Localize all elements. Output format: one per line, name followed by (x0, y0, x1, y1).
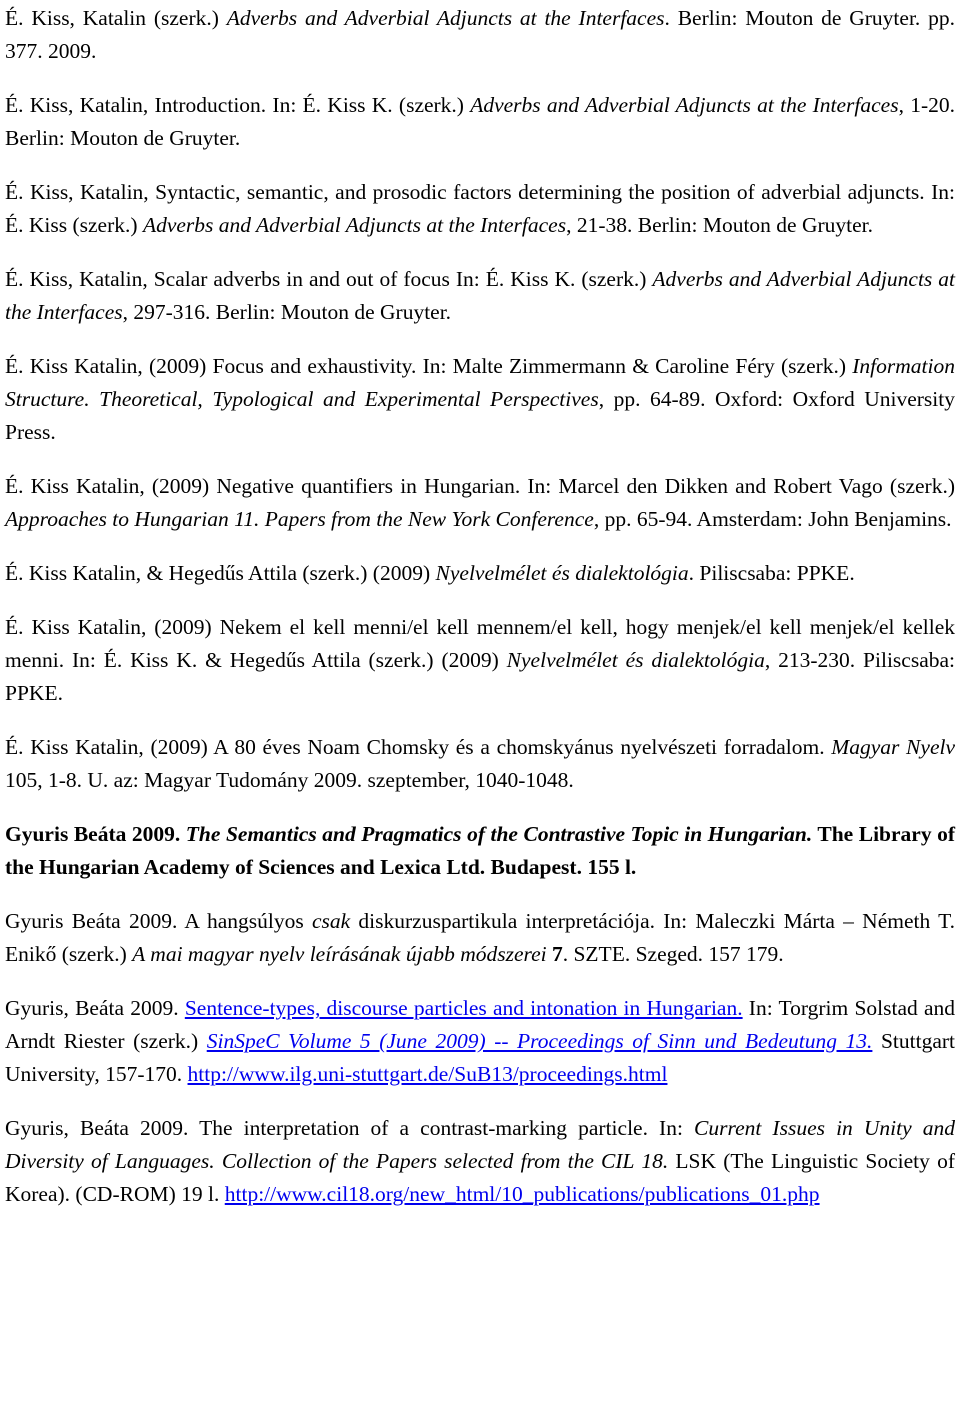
link[interactable]: http://www.cil18.org/new_html/10_publications/publications_01.php (224, 1182, 820, 1206)
title-segment: Adverbs and Adverbial Adjuncts at the Interfaces (5, 267, 956, 324)
bold-title-segment: The Semantics and Pragmatics of the Contrastive Topic in Hungarian. (185, 822, 813, 846)
link[interactable]: http://www.ilg.uni-stuttgart.de/SuB13/proceedings.html (187, 1062, 668, 1086)
text-segment: diskurzuspartikula interpretációja. In: Maleczki Márta – Németh T. Enikő (szerk.) (5, 909, 955, 966)
title-segment: A mai magyar nyelv leírásának újabb módszerei (132, 942, 547, 966)
text-segment: . Piliscsaba: PPKE. (688, 561, 855, 585)
text-segment: . SZTE. Szeged. 157 179. (562, 942, 784, 966)
reference-entry-e4 (5, 263, 955, 329)
link-title[interactable]: SinSpeC Volume 5 (June 2009) -- Proceedings of Sinn und Bedeutung 13. (206, 1029, 873, 1053)
title-segment: Nyelvelmélet és dialektológia (435, 561, 689, 585)
reference-entry-e2 (5, 89, 955, 155)
text-segment: , pp. 65-94. Amsterdam: John Benjamins. (593, 507, 952, 531)
text-segment: É. Kiss, Katalin, Syntactic, semantic, and prosodic factors determining the position of adverbial adjuncts. In: É. Kiss (szerk.) (5, 180, 955, 237)
text-segment: É. Kiss Katalin, (2009) Nekem el kell menni/el kell mennem/el kell, hogy menjek/el kell menjek/el kellek menni. In: É. Kiss K. & Hegedűs Attila (szerk.) (2009) (5, 615, 955, 672)
reference-entry-e9 (5, 731, 955, 797)
text-segment: É. Kiss, Katalin (szerk.) (5, 6, 227, 30)
text-segment: É. Kiss, Katalin, Scalar adverbs in and out of focus In: É. Kiss K. (szerk.) (5, 267, 653, 291)
text-segment: Gyuris, Beáta 2009. (5, 996, 185, 1020)
text-segment: , pp. 64-89. Oxford: Oxford University Press. (5, 387, 955, 444)
text-segment: . Berlin: Mouton de Gruyter. pp. 377. 2009. (5, 6, 955, 63)
link[interactable]: Sentence-types, discourse particles and intonation in Hungarian. (184, 996, 743, 1020)
title-segment: Current Issues in Unity and Diversity of Languages. Collection of the Papers selected from the CIL 18. (5, 1116, 956, 1173)
reference-entry-e1 (5, 2, 955, 68)
text-segment: É. Kiss Katalin, (2009) Negative quantifiers in Hungarian. In: Marcel den Dikken and Robert Vago (szerk.) (5, 474, 955, 498)
title-segment: csak (311, 909, 351, 933)
title-segment: Magyar Nyelv (831, 735, 955, 759)
reference-entry-e3 (5, 176, 955, 242)
reference-entry-e7 (5, 557, 955, 590)
bold-segment: The Library of the Hungarian Academy of Sciences and Lexica Ltd. Budapest. 155 l. (5, 822, 956, 879)
text-segment: , 21-38. Berlin: Mouton de Gruyter. (566, 213, 874, 237)
title-segment: Adverbs and Adverbial Adjuncts at the Interfaces (470, 93, 899, 117)
reference-entry-e13 (5, 1112, 955, 1211)
title-segment: Nyelvelmélet és dialektológia (506, 648, 765, 672)
title-segment: Adverbs and Adverbial Adjuncts at the Interfaces (226, 6, 665, 30)
text-segment: Stuttgart University, 157-170. (5, 1029, 955, 1086)
title-segment: Adverbs and Adverbial Adjuncts at the Interfaces (142, 213, 567, 237)
text-segment: , 213-230. Piliscsaba: PPKE. (5, 648, 955, 705)
text-segment: Gyuris Beáta 2009. A hangsúlyos (5, 909, 312, 933)
reference-entry-e11 (5, 905, 955, 971)
reference-entry-e5 (5, 350, 955, 449)
text-segment: É. Kiss Katalin, (2009) A 80 éves Noam Chomsky és a chomskyánus nyelvészeti forradalom. (5, 735, 832, 759)
text-segment: , 1-20. Berlin: Mouton de Gruyter. (5, 93, 955, 150)
text-segment: É. Kiss Katalin, (2009) Focus and exhaustivity. In: Malte Zimmermann & Caroline Féry (szerk.) (5, 354, 853, 378)
text-segment: 105, 1-8. U. az: Magyar Tudomány 2009. szeptember, 1040-1048. (5, 768, 574, 792)
title-segment: Information Structure. Theoretical, Typological and Experimental Perspectives (5, 354, 955, 411)
reference-entry-e8 (5, 611, 955, 710)
text-segment: Gyuris, Beáta 2009. The interpretation of a contrast-marking particle. In: (5, 1116, 695, 1140)
reference-entry-e6 (5, 470, 955, 536)
reference-entry-e12 (5, 992, 955, 1091)
text-segment: , 297-316. Berlin: Mouton de Gruyter. (122, 300, 452, 324)
text-segment: É. Kiss Katalin, & Hegedűs Attila (szerk.) (2009) (5, 561, 436, 585)
text-segment: In: Torgrim Solstad and Arndt Riester (szerk.) (5, 996, 955, 1053)
bold-segment: 7 (551, 942, 563, 966)
reference-entry-e10 (5, 818, 955, 884)
title-segment: Approaches to Hungarian 11. Papers from the New York Conference (5, 507, 594, 531)
text-segment: É. Kiss, Katalin, Introduction. In: É. Kiss K. (szerk.) (5, 93, 471, 117)
text-segment: LSK (The Linguistic Society of Korea). (CD-ROM) 19 l. (5, 1149, 955, 1206)
bold-segment: Gyuris Beáta 2009. (5, 822, 186, 846)
